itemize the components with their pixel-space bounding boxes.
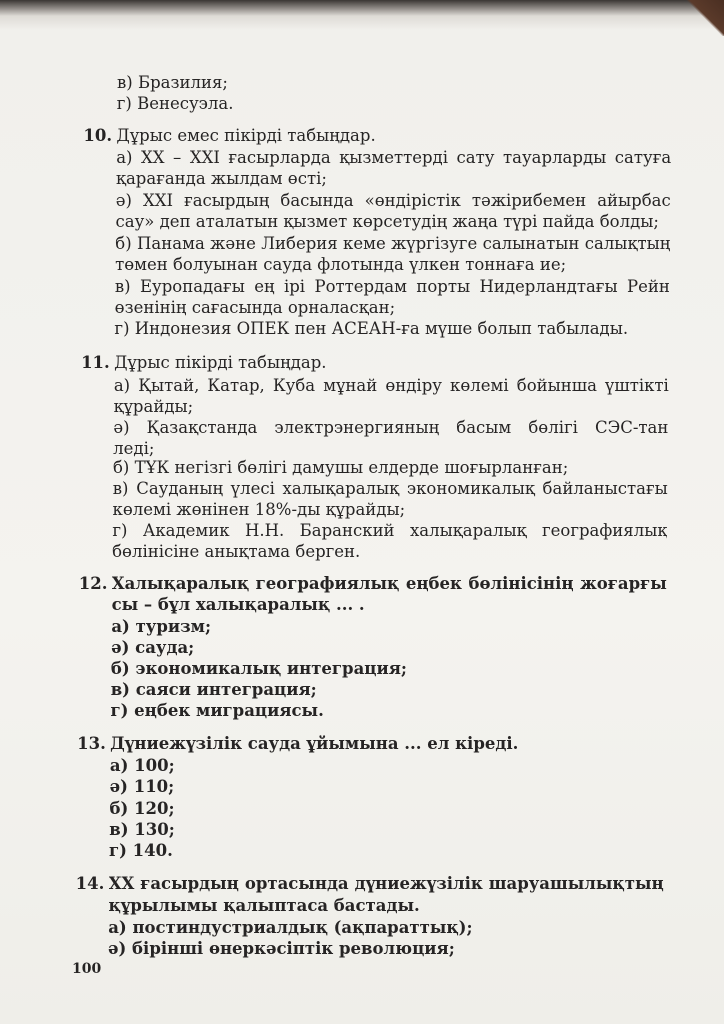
question-number: 14. <box>75 874 105 893</box>
option-line: г) Индонезия ОПЕК пен АСЕАН-ға мүше болып табылады. <box>114 319 629 338</box>
question-title: сы – бұл халықаралық ... . <box>111 595 365 614</box>
question-title: XX ғасырдың ортасында дүниежүзілік шаруашылықтың <box>108 874 664 893</box>
option-line: өзенінің сағасында орналасқан; <box>114 298 396 317</box>
option-line: ә) сауда; <box>111 638 195 657</box>
option-line: г) Академик Н.Н. Баранский халықаралық географиялық <box>112 521 668 540</box>
option-line: а) 100; <box>109 756 175 775</box>
option-line: а) туризм; <box>111 617 212 636</box>
question-number: 13. <box>77 734 106 753</box>
option-line: а) XX – XXI ғасырларда қызметтерді сату тауарларды сатуға <box>116 148 672 167</box>
question-number: 12. <box>78 574 108 593</box>
option-line: г) Венесуэла. <box>116 94 234 113</box>
question-title: Дұрыс пікірді табыңдар. <box>114 353 327 372</box>
option-line: ә) 110; <box>109 777 175 796</box>
option-line: в) 130; <box>109 820 175 839</box>
option-line: ә) Қазақстанда электрэнергияның басым бөлігі СЭС-тан <box>113 418 669 437</box>
page-corner-shadow <box>684 0 724 36</box>
option-line: в) Еуропадағы ең ірі Роттердам порты Нидерландтағы Рейн <box>114 277 670 296</box>
question-number: 10. <box>83 126 113 145</box>
option-line: в) Бразилия; <box>116 73 228 92</box>
option-line: төмен болуынан сауда флотында үлкен тоннаға ие; <box>115 255 567 274</box>
question-title: Дұрыс емес пікірді табыңдар. <box>116 126 376 145</box>
option-line: г) 140. <box>109 841 173 860</box>
question-title: Халықаралық географиялық еңбек бөлінісінің жоғарғы <box>111 574 667 593</box>
option-line: б) ТҰК негізгі бөлігі дамушы елдерде шоғырланған; <box>112 458 569 477</box>
question-title: құрылымы қалыптаса бастады. <box>108 896 420 915</box>
option-line: а) постиндустриалдық (ақпараттық); <box>108 918 473 937</box>
question-number: 11. <box>81 353 110 372</box>
option-line: в) Сауданың үлесі халықаралық экономикалық байланыстағы <box>112 479 668 498</box>
option-line: қарағанда жылдам өсті; <box>115 169 327 188</box>
option-line: г) еңбек миграциясы. <box>110 701 324 720</box>
option-line: в) саяси интеграция; <box>110 680 317 699</box>
option-line: б) Панама және Либерия кеме жүргізуге салынатын салықтың <box>115 234 671 253</box>
page-number: 100 <box>72 961 102 977</box>
option-line: б) экономикалық интеграция; <box>110 659 407 678</box>
option-line: ә) бірінші өнеркәсіптік революция; <box>108 939 455 958</box>
question-title: Дүниежүзілік сауда ұйымына ... ел кіреді. <box>110 734 519 753</box>
option-line: а) Қытай, Катар, Куба мұнай өндіру көлемі бойынша үштікті <box>113 376 669 395</box>
option-line: леді; <box>113 439 155 458</box>
option-line: құрайды; <box>113 397 194 416</box>
option-line: ә) XXI ғасырдың басында «өндірістік тәжірибемен айырбас <box>115 191 671 210</box>
option-line: сау» деп аталатын қызмет көрсетудің жаңа түрі пайда болды; <box>115 212 659 231</box>
option-line: көлемі жөнінен 18%-ды құрайды; <box>112 500 406 519</box>
option-line: бөлінісіне анықтама берген. <box>112 542 361 561</box>
option-line: б) 120; <box>109 799 175 818</box>
